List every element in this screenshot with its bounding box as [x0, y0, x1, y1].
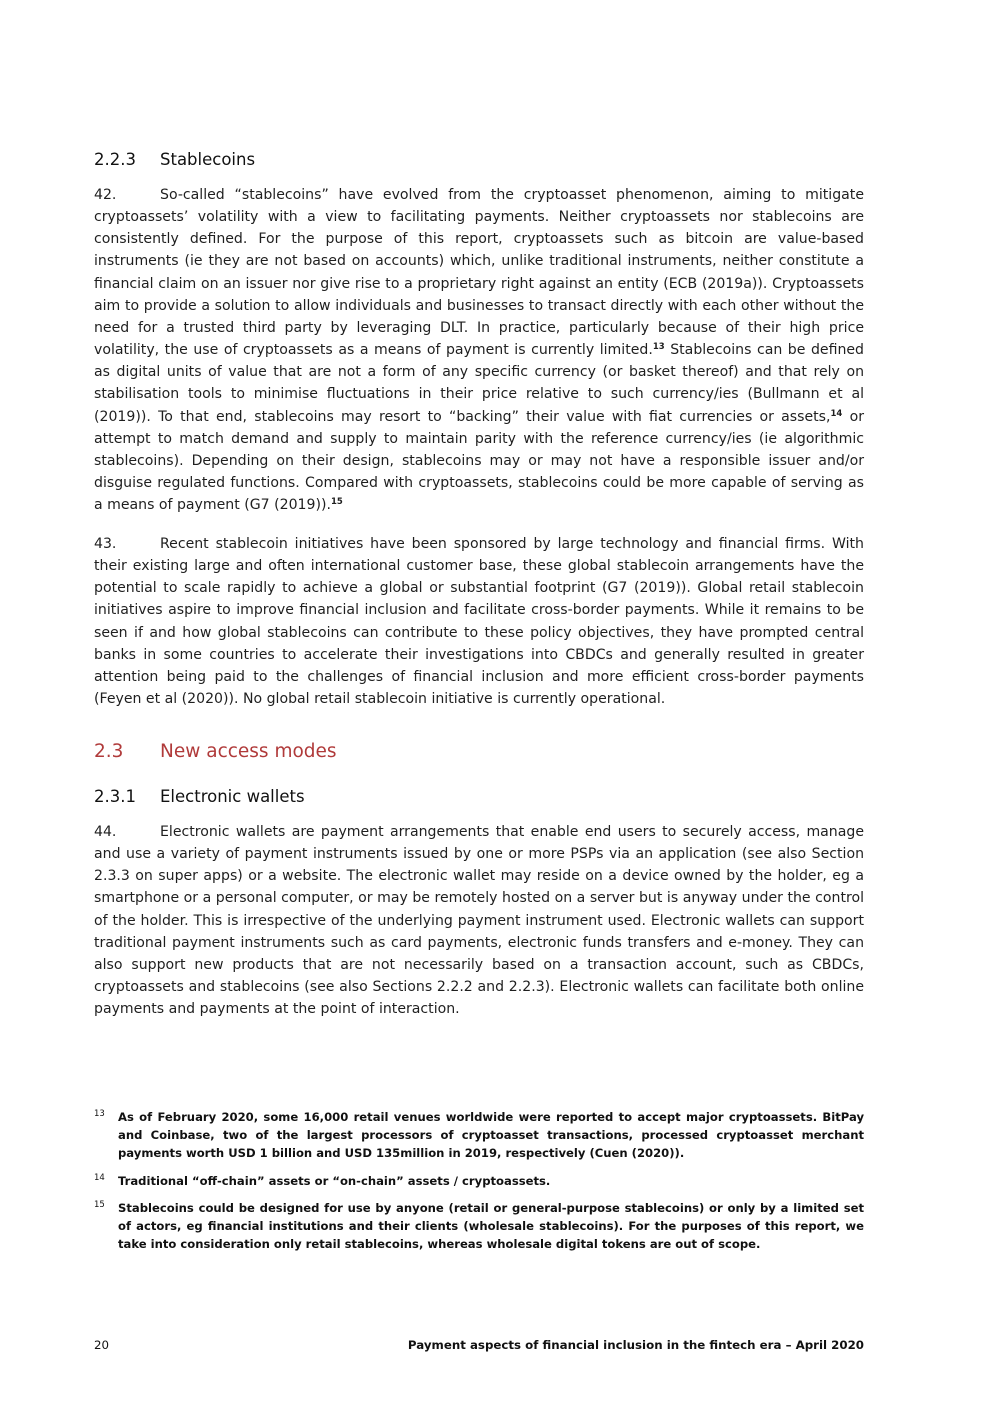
section-title: New access modes: [160, 741, 337, 762]
paragraph-number: 43.: [94, 536, 117, 552]
footnote-text: Stablecoins could be designed for use by anyone (retail or general-purpose stablecoins) or only by a limited set of actors, eg financial institutions and their clients (wholesale stablecoins). For the purposes of this report, we take into consideration only retail stablecoins, whereas wholesale digital tokens are out of scope.: [118, 1201, 864, 1251]
section-title: Stablecoins: [160, 150, 256, 169]
paragraph-43: [94, 533, 864, 710]
footnote-text: As of February 2020, some 16,000 retail venues worldwide were reported to accept major cryptoassets. BitPay and Coinbase, two of the largest processors of cryptoasset transactions, processed cryptoasset merchant payments worth USD 1 billion and USD 135million in 2019, respectively (Cuen (2020)).: [118, 1110, 864, 1160]
footnote-13: [94, 1108, 864, 1162]
footnote-ref-13[interactable]: 13: [652, 342, 665, 353]
footnote-15: [94, 1199, 864, 1253]
footnote-number: 15: [94, 1200, 105, 1210]
section-heading-2-3: [94, 741, 337, 762]
section-number: 2.3: [94, 741, 124, 762]
footer-title: Payment aspects of financial inclusion in the fintech era – April 2020: [407, 1338, 864, 1352]
paragraph-text: Electronic wallets are payment arrangements that enable end users to securely access, manage and use a variety of payment instruments issued by one or more PSPs via an application (see also Section 2.3.3 on super apps) or a website. The electronic wallet may reside on a device owned by the holder, eg a smartphone or a personal computer, or may be remotely hosted on a server but is anyway under the control of the holder. This is irrespective of the underlying payment instrument used. Electronic wallets can support traditional payment instruments such as card payments, electronic funds transfers and e-money. They can also support new products that are not necessarily based on a transaction account, such as CBDCs, cryptoassets and stablecoins (see also Sections 2.2.2 and 2.2.3). Electronic wallets can facilitate both online payments and payments at the point of interaction.: [94, 824, 864, 1018]
footnote-number: 14: [94, 1173, 105, 1183]
paragraph-text: Recent stablecoin initiatives have been sponsored by large technology and financial firms. With their existing large and often international customer base, these global stablecoin arrangements have the potential to scale rapidly to achieve a global or substantial footprint (G7 (2019)). Global retail stablecoin initiatives aspire to improve financial inclusion and facilitate cross-border payments. While it remains to be seen if and how global stablecoins can contribute to these policy objectives, they have prompted central banks in some countries to accelerate their investigations into CBDCs and generally resulted in greater attention being paid to the challenges of financial inclusion and more efficient cross-border payments (Feyen et al (2020)). No global retail stablecoin initiative is currently operational.: [94, 536, 864, 708]
footnote-14: [94, 1172, 864, 1190]
section-heading-2-3-1: [94, 787, 305, 806]
section-title: Electronic wallets: [160, 787, 305, 806]
section-heading-2-2-3: [94, 150, 255, 169]
page-number: 20: [94, 1338, 110, 1352]
section-number: 2.3.1: [94, 787, 136, 806]
paragraph-text-c: or attempt to match demand and supply to maintain parity with the reference currency/ies (ie algorithmic stablecoins). Depending on their design, stablecoins may or may not have a responsible issuer and/or disguise regulated functions. Compared with cryptoassets, stablecoins could be more capable of serving as a means of payment (G7 (2019)).: [94, 408, 864, 514]
paragraph-number: 42.: [94, 187, 117, 203]
paragraph-42: [94, 184, 864, 516]
footnote-text: Traditional “off-chain” assets or “on-chain” assets / cryptoassets.: [118, 1174, 551, 1188]
section-number: 2.2.3: [94, 150, 136, 169]
paragraph-text-a: So-called “stablecoins” have evolved from the cryptoasset phenomenon, aiming to mitigate cryptoassets’ volatility with a view to facilitating payments. Neither cryptoassets nor stablecoins are consistently defined. For the purpose of this report, cryptoassets such as bitcoin are value-based instruments (ie they are not based on accounts) which, unlike traditional instruments, neither constitute a financial claim on an issuer nor give rise to a proprietary right against an entity (ECB (2019a)). Cryptoassets aim to provide a solution to allow individuals and businesses to transact directly with each other without the need for a trusted third party by leveraging DLT. In practice, particularly because of their high price volatility, the use of cryptoassets as a means of payment is currently limited.: [94, 187, 864, 359]
paragraph-text-b: Stablecoins can be defined as digital units of value that are not a form of any specific currency (or basket thereof) and that rely on stabilisation tools to minimise fluctuations in their price relative to such currency/ies (Bullmann et al (2019)). To that end, stablecoins may resort to “backing” their value with fiat currencies or assets,: [94, 342, 864, 425]
footnote-ref-14[interactable]: 14: [830, 408, 843, 419]
paragraph-number: 44.: [94, 824, 117, 840]
paragraph-44: [94, 821, 864, 1020]
footnote-number: 13: [94, 1109, 105, 1119]
footnote-ref-15[interactable]: 15: [330, 497, 343, 508]
